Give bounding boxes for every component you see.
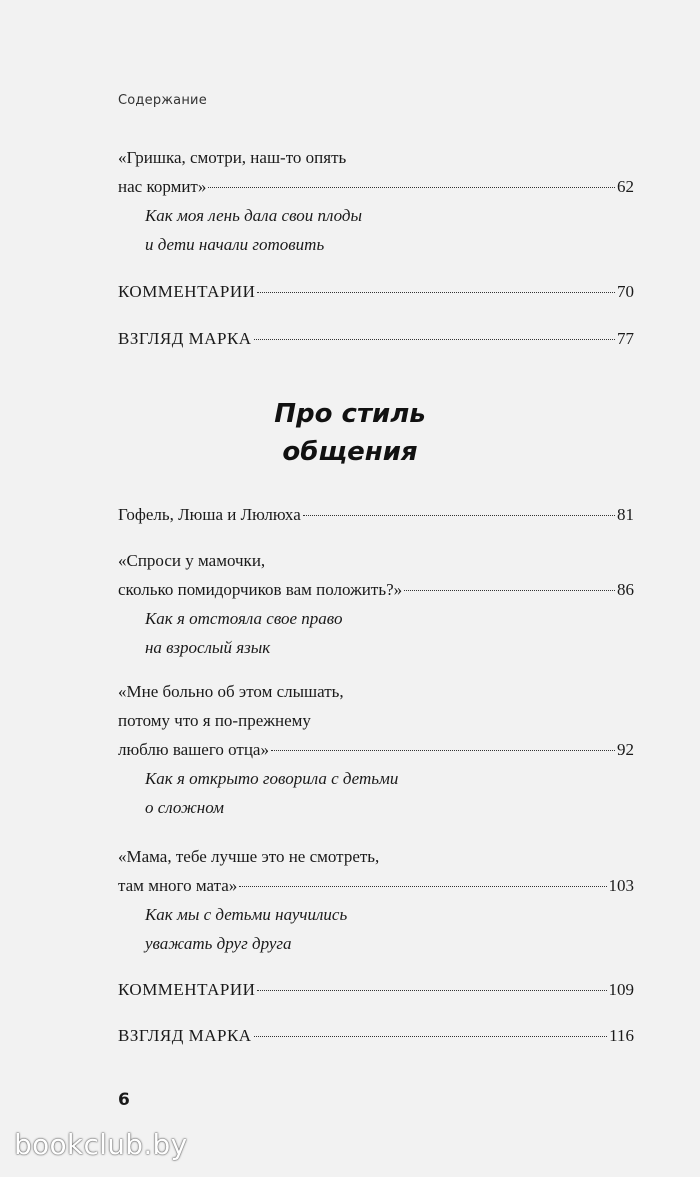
toc-entry-title-line: «Мама, тебе лучше это не смотреть, (118, 847, 380, 866)
toc-entry-title-line: «Спроси у мамочки, (118, 551, 266, 570)
toc-entry-subtitle: и дети начали готовить (145, 235, 325, 254)
toc-entry[interactable] (118, 677, 634, 822)
toc-entry-title-line: там много мата» (118, 876, 238, 895)
toc-page-number: 70 (617, 282, 634, 301)
toc-entry-leader (118, 735, 634, 764)
dot-leader (239, 886, 606, 887)
toc-entry-leader (118, 871, 634, 900)
toc-page-number: 62 (617, 177, 634, 196)
toc-entry-subtitle: о сложном (145, 798, 224, 817)
toc-entry-title-line: нас кормит» (118, 177, 207, 196)
toc-entry-leader (118, 975, 634, 1004)
toc-entry-title-line: люблю вашего отца» (118, 740, 269, 759)
toc-entry-title-line: «Гришка, смотри, наш-то опять (118, 148, 347, 167)
section-title-line: Про стиль (274, 399, 426, 429)
toc-page-number: 92 (617, 740, 634, 759)
toc-entry-title-line: сколько помидорчиков вам положить?» (118, 580, 403, 599)
dot-leader (271, 750, 615, 751)
toc-entry-subtitle: уважать друг друга (145, 934, 292, 953)
toc-entry-subtitle: Как я открыто говорила с детьми (145, 769, 399, 788)
watermark: bookclub.by (14, 1128, 188, 1161)
dot-leader (404, 590, 615, 591)
toc-entry-title-line: КОММЕНТАРИИ (118, 282, 256, 301)
toc-page-number: 77 (617, 329, 634, 348)
toc-entry[interactable] (118, 842, 634, 958)
toc-entry-subtitle: Как я отстояла свое право (145, 609, 343, 628)
toc-entry-leader (118, 324, 634, 353)
toc-entry-title-line: ВЗГЛЯД МАРКА (118, 329, 252, 348)
dot-leader (208, 187, 615, 188)
toc-page-number: 81 (617, 505, 634, 524)
toc-entry-subtitle: на взрослый язык (145, 638, 271, 657)
toc-entry-title-line: «Мне больно об этом слышать, (118, 682, 344, 701)
toc-entry-leader (118, 500, 634, 529)
toc-page-number: 109 (608, 980, 634, 999)
toc-entry[interactable] (118, 975, 634, 1004)
dot-leader (254, 339, 615, 340)
dot-leader (257, 292, 615, 293)
dot-leader (254, 1036, 608, 1037)
toc-entry[interactable] (118, 500, 634, 529)
toc-entry-subtitle: Как мы с детьми научились (145, 905, 348, 924)
toc-page-number: 86 (617, 580, 634, 599)
dot-leader (257, 990, 606, 991)
toc-entry-title-line: ВЗГЛЯД МАРКА (118, 1026, 252, 1045)
running-head: Содержание (118, 93, 207, 108)
toc-entry[interactable] (118, 546, 634, 662)
dot-leader (303, 515, 615, 516)
toc-entry[interactable] (118, 1021, 634, 1050)
toc-entry-title-line: потому что я по-прежнему (118, 711, 311, 730)
toc-entry[interactable] (118, 277, 634, 306)
toc-entry-leader (118, 277, 634, 306)
toc-entry-leader (118, 575, 634, 604)
toc-entry-title-line: Гофель, Люша и Люлюха (118, 505, 301, 524)
section-title-line: общения (282, 437, 418, 467)
toc-page-number: 116 (609, 1026, 634, 1045)
toc-entry[interactable] (118, 143, 634, 259)
page-folio: 6 (118, 1090, 130, 1110)
toc-page-number: 103 (608, 876, 634, 895)
toc-entry-title-line: КОММЕНТАРИИ (118, 980, 256, 999)
toc-entry[interactable] (118, 324, 634, 353)
toc-entry-leader (118, 172, 634, 201)
toc-entry-subtitle: Как моя лень дала свои плоды (145, 206, 362, 225)
toc-entry-leader (118, 1021, 634, 1050)
